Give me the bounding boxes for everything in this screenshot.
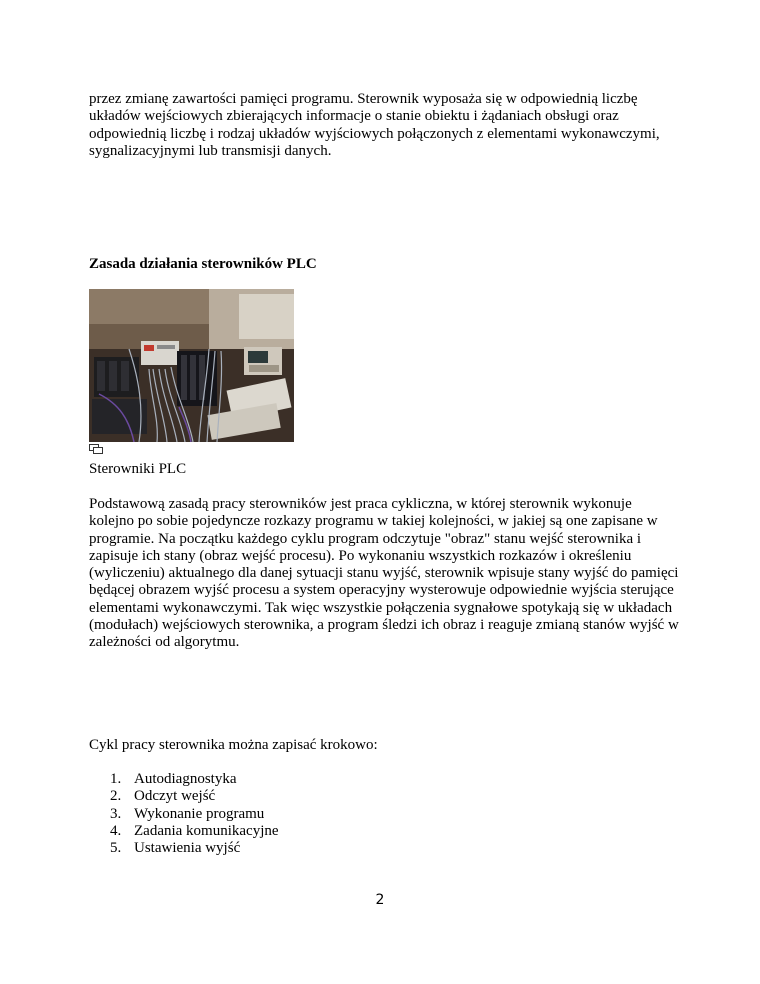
list-item (89, 840, 279, 857)
cycle-steps-list (89, 771, 279, 857)
section-heading: Zasada działania sterowników PLC (89, 256, 317, 272)
list-item-number: 3. (110, 805, 122, 822)
list-item-number: 5. (110, 840, 122, 857)
list-item-label: Wykonanie programu (134, 805, 265, 822)
list-item (89, 806, 279, 823)
list-item (89, 771, 279, 788)
list-item-number: 2. (110, 788, 122, 805)
list-item-label: Odczyt wejść (134, 788, 216, 805)
intro-paragraph: przez zmianę zawartości pamięci programu. Sterownik wyposaża się w odpowiednią liczbę układów wejściowych zbierających informacje o stanie obiektu i żądaniach obsługi oraz odpowiednią liczbę i rodzaj układów wyjściowych połączonych z elementami wykonawczymi, sygnalizacyjnymi lub transmisji danych. (89, 91, 660, 160)
page-number: 2 (375, 892, 385, 908)
image-link-icon[interactable] (89, 444, 103, 454)
list-item (89, 788, 279, 805)
list-item-label: Zadania komunikacyjne (134, 822, 279, 839)
list-item (89, 823, 279, 840)
cycle-intro: Cykl pracy sterownika można zapisać krokowo: (89, 737, 378, 753)
list-item-label: Ustawienia wyjść (134, 840, 241, 857)
principle-paragraph: Podstawową zasadą pracy sterowników jest praca cykliczna, w której sterownik wykonuje kolejno po sobie pojedyncze rozkazy programu w takiej kolejności, w jakiej są one zapisane w programie. Na początku każdego cyklu program odczytuje "obraz" stanu wejść sterownika i zapisuje ich stany (obraz wejść procesu). Po wykonaniu wszystkich rozkazów i określeniu (wyliczeniu) aktualnego dla danej sytuacji stanu wyjść, sterownik wpisuje stany wyjść do pamięci będącej obrazem wyjść procesu a system operacyjny wysterowuje odpowiednie wyjścia sterujące elementami wykonawczymi. Tak więc wszystkie połączenia sygnałowe spotykają się w układach (modułach) wejściowych sterownika, a program śledzi ich obraz i reaguje zmianą stanów wyjść w zależności od algorytmu. (89, 496, 679, 651)
list-item-number: 1. (110, 771, 122, 787)
list-item-number: 4. (110, 822, 122, 839)
list-item-label: Autodiagnostyka (134, 771, 237, 787)
plc-controllers-photo (89, 289, 294, 442)
figure-caption: Sterowniki PLC (89, 461, 187, 477)
